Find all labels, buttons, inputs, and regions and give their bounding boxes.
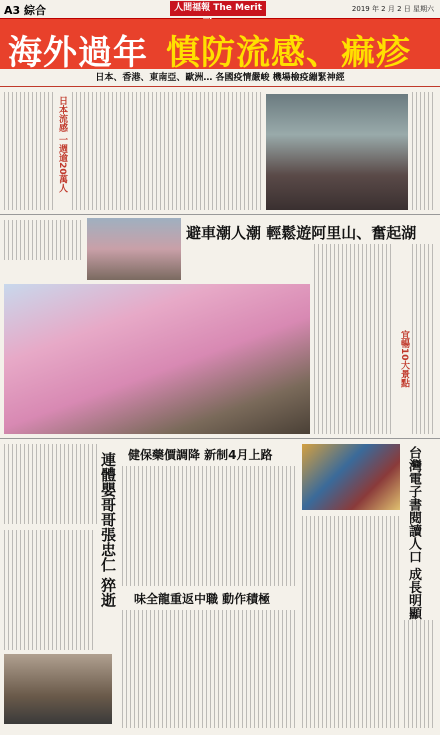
japan-flu-label: 日本流感 一週逾20萬人 [57, 96, 67, 193]
death-headline: 連體嬰哥哥張忠仁 猝逝 [99, 452, 117, 608]
divider [0, 214, 440, 215]
masthead [0, 0, 440, 19]
alishan-headline: 避車潮人潮 輕鬆遊阿里山、奮起湖 [186, 224, 417, 242]
text-column [412, 244, 436, 434]
text-column [404, 620, 436, 728]
text-column [122, 466, 298, 586]
alishan-vertical-label: 宜暢10大景點 [399, 330, 409, 388]
ebook-headline: 台灣電子書閱讀人口 成長明顯 [406, 446, 421, 620]
divider [0, 438, 440, 439]
subheadline: 日本、香港、東南亞、歐洲… 各國疫情嚴峻 機場檢疫繃緊神經 [95, 73, 345, 83]
books-photo [302, 444, 400, 510]
health-headline: 健保藥價調降 新制4月上路 [128, 448, 273, 462]
text-column [122, 610, 298, 728]
text-column [4, 444, 98, 524]
headline-banner [0, 19, 440, 73]
cherry-blossom-photo [4, 284, 310, 434]
issue-date: 2019 年 2 月 2 日 星期六 [351, 5, 434, 13]
tourists-photo [87, 218, 181, 280]
text-column [302, 516, 400, 728]
headline-left: 海外過年 [8, 33, 148, 73]
headline-right: 慎防流感、痲疹 [166, 33, 411, 73]
photo-caption [4, 220, 84, 260]
newspaper-logo: 人間福報 The Merit [170, 1, 266, 16]
text-column [72, 92, 262, 210]
section-label: A3 綜合 [4, 4, 46, 17]
twins-photo [4, 654, 112, 724]
airport-crowd-photo [266, 94, 408, 210]
divider [0, 86, 440, 87]
text-column [4, 530, 96, 650]
text-column [314, 244, 394, 434]
weichuan-headline: 味全龍重返中職 動作積極 [134, 592, 271, 606]
photo-caption-column [412, 92, 436, 210]
text-column [4, 92, 54, 210]
